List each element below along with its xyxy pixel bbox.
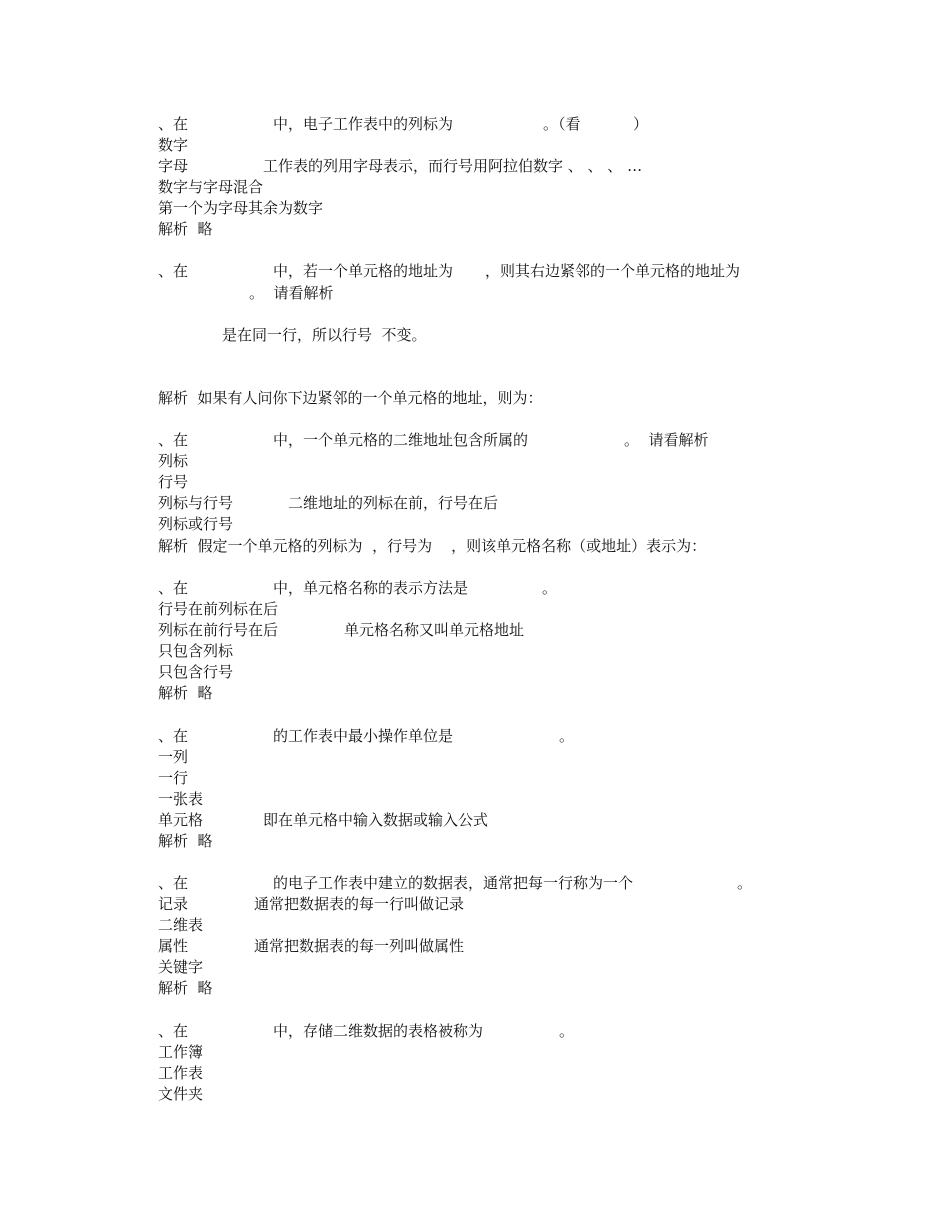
q6-option-1: 记录 bbox=[158, 895, 189, 913]
q1-stem-a: 、在 bbox=[158, 115, 189, 133]
q2-stem-b: 中，若一个单元格的地址为 bbox=[273, 262, 454, 280]
q3-option-3: 列标与行号 bbox=[158, 494, 234, 512]
q5-stem-a: 、在 bbox=[158, 727, 189, 745]
q1-option-1: 数字 bbox=[158, 136, 189, 154]
q2-stem-line2: 。 请看解析 bbox=[249, 284, 334, 302]
q1-option-4: 第一个为字母其余为数字 bbox=[158, 199, 324, 217]
q1-stem-c: 。（看 bbox=[543, 115, 581, 133]
q6-option-3: 属性 bbox=[158, 937, 189, 955]
q7-option-2: 工作表 bbox=[158, 1064, 204, 1082]
q4-option-4: 只包含行号 bbox=[158, 663, 234, 681]
q3-analysis: 解析 假定一个单元格的列标为 ，行号为 ，则该单元格名称（或地址）表示为： bbox=[158, 537, 707, 555]
q3-option-3-note: 二维地址的列标在前，行号在后 bbox=[288, 494, 499, 512]
q7-stem-c: 。 bbox=[559, 1022, 575, 1040]
q4-option-1: 行号在前列标在后 bbox=[158, 600, 279, 618]
q7-stem-b: 中，存储二维数据的表格被称为 bbox=[273, 1022, 484, 1040]
q2-note: 是在同一行，所以行号 不变。 bbox=[222, 326, 427, 344]
q3-stem-c: 。 请看解析 bbox=[624, 431, 709, 449]
q1-option-2: 字母 bbox=[158, 157, 189, 175]
q6-stem-a: 、在 bbox=[158, 874, 189, 892]
q4-stem-b: 中，单元格名称的表示方法是 bbox=[273, 579, 469, 597]
q5-option-4-note: 即在单元格中输入数据或输入公式 bbox=[263, 811, 489, 829]
q5-option-1: 一列 bbox=[158, 748, 189, 766]
q5-stem-c: 。 bbox=[559, 727, 575, 745]
q5-option-4: 单元格 bbox=[158, 811, 204, 829]
q7-stem-a: 、在 bbox=[158, 1022, 189, 1040]
q5-option-3: 一张表 bbox=[158, 790, 204, 808]
q1-option-2-note: 工作表的列用字母表示，而行号用阿拉伯数字 、 、 、 … bbox=[263, 157, 643, 175]
q3-stem-a: 、在 bbox=[158, 431, 189, 449]
q5-option-2: 一行 bbox=[158, 769, 189, 787]
q3-option-1: 列标 bbox=[158, 452, 189, 470]
q4-option-2: 列标在前行号在后 bbox=[158, 621, 279, 639]
q6-stem-b: 的电子工作表中建立的数据表，通常把每一行称为一个 bbox=[273, 874, 634, 892]
q6-option-1-note: 通常把数据表的每一行叫做记录 bbox=[254, 895, 465, 913]
q1-option-3: 数字与字母混合 bbox=[158, 178, 264, 196]
q4-analysis: 解析 略 bbox=[158, 684, 213, 702]
q1-stem-d: ） bbox=[633, 115, 649, 133]
q4-stem-a: 、在 bbox=[158, 579, 189, 597]
q4-stem-c: 。 bbox=[542, 579, 558, 597]
q6-option-3-note: 通常把数据表的每一列叫做属性 bbox=[254, 937, 465, 955]
q4-option-3: 只包含列标 bbox=[158, 642, 234, 660]
q6-stem-c: 。 bbox=[737, 874, 753, 892]
q2-analysis: 解析 如果有人问你下边紧邻的一个单元格的地址，则为： bbox=[158, 389, 543, 407]
q3-option-2: 行号 bbox=[158, 473, 189, 491]
q4-option-2-note: 单元格名称又叫单元格地址 bbox=[344, 621, 525, 639]
q6-analysis: 解析 略 bbox=[158, 979, 213, 997]
q1-analysis: 解析 略 bbox=[158, 220, 213, 238]
q1-stem-b: 中，电子工作表中的列标为 bbox=[273, 115, 454, 133]
q3-stem-b: 中，一个单元格的二维地址包含所属的 bbox=[273, 431, 529, 449]
q5-analysis: 解析 略 bbox=[158, 832, 213, 850]
q6-option-4: 关键字 bbox=[158, 958, 204, 976]
q2-stem-a: 、在 bbox=[158, 262, 189, 280]
q5-stem-b: 的工作表中最小操作单位是 bbox=[273, 727, 454, 745]
q2-stem-c: ，则其右边紧邻的一个单元格的地址为 bbox=[485, 262, 741, 280]
q7-option-1: 工作簿 bbox=[158, 1043, 204, 1061]
q3-option-4: 列标或行号 bbox=[158, 515, 234, 533]
q6-option-2: 二维表 bbox=[158, 916, 204, 934]
q7-option-3: 文件夹 bbox=[158, 1085, 204, 1103]
